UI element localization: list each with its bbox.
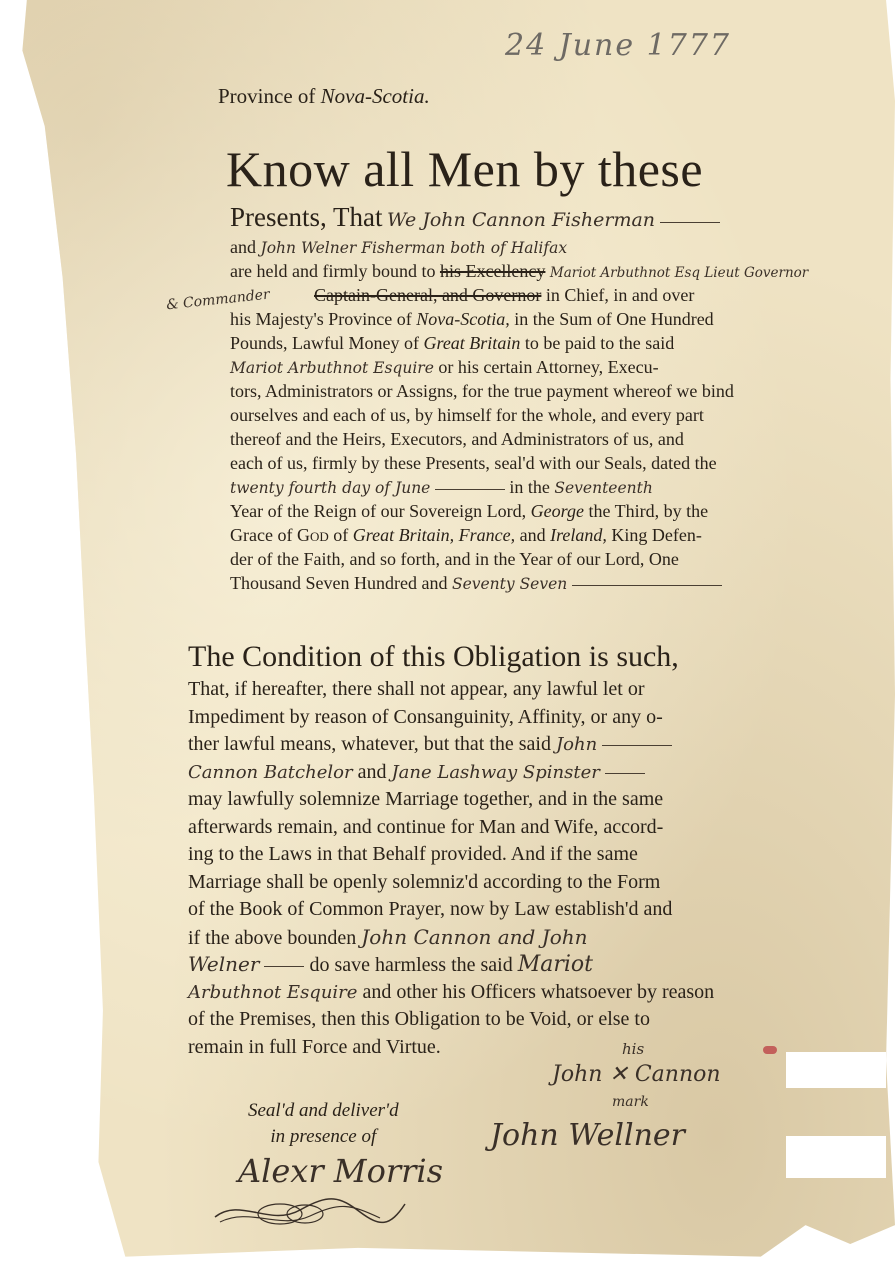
condition-line: Impediment by reason of Consanguinity, Affinity, or any o- bbox=[188, 705, 663, 728]
wax-seal-remnant bbox=[763, 1046, 777, 1054]
bond-line: and John Welner Fisherman both of Halifax bbox=[230, 237, 568, 257]
signature-cannon: John ✕ Cannon bbox=[552, 1062, 721, 1087]
bond-line: are held and firmly bound to his Excellency Mariot Arbuthnot Esq Lieut Governor bbox=[230, 261, 809, 281]
condition-line: Welner do save harmless the said Mariot bbox=[188, 952, 593, 977]
condition-heading: The Condition of this Obligation is such, bbox=[188, 640, 679, 673]
signature-his: his bbox=[622, 1040, 645, 1058]
province-name: Nova-Scotia. bbox=[320, 84, 430, 108]
condition-line: of the Book of Common Prayer, now by Law establish'd and bbox=[188, 898, 673, 920]
witness-line-2: in presence of bbox=[270, 1126, 377, 1147]
signature-morris: Alexr Morris bbox=[238, 1152, 444, 1190]
condition-line: if the above bounden John Cannon and John bbox=[188, 924, 588, 949]
condition-line: ther lawful means, whatever, but that the said John bbox=[188, 731, 810, 759]
bond-line: Pounds, Lawful Money of Great Britain to be paid to the said bbox=[230, 333, 675, 353]
signature-mark: mark bbox=[612, 1094, 649, 1110]
signature-welner: John Wellner bbox=[490, 1118, 686, 1153]
condition-line: Cannon Batchelor and Jane Lashway Spinster bbox=[188, 759, 810, 787]
bond-line: Presents, That We John Cannon Fisherman bbox=[230, 205, 810, 235]
condition-text bbox=[188, 676, 810, 1061]
seal-tab bbox=[786, 1136, 886, 1178]
bond-line: Year of the Reign of our Sovereign Lord, George the Third, by the bbox=[230, 501, 709, 521]
bond-line: ourselves and each of us, by himself for the whole, and every part bbox=[230, 405, 704, 425]
bond-line: his Majesty's Province of Nova-Scotia, in the Sum of One Hundred bbox=[230, 309, 714, 329]
bond-line: Thousand Seven Hundred and Seventy Seven bbox=[230, 571, 810, 595]
bond-line: Grace of God of Great Britain, France, and Ireland, King Defen- bbox=[230, 525, 702, 545]
seal-tab bbox=[786, 1052, 886, 1088]
province-line bbox=[218, 84, 430, 109]
bond-line: Mariot Arbuthnot Esquire or his certain Attorney, Execu- bbox=[230, 357, 659, 377]
witness-caption bbox=[248, 1098, 399, 1150]
headline: Know all Men by these bbox=[226, 141, 704, 197]
bond-text bbox=[230, 202, 810, 595]
condition-line: Marriage shall be openly solemniz'd according to the Form bbox=[188, 870, 661, 893]
condition-line: may lawfully solemnize Marriage together, and in the same bbox=[188, 788, 664, 810]
date-note: 24 June 1777 bbox=[505, 28, 732, 63]
condition-line: of the Premises, then this Obligation to be Void, or else to bbox=[188, 1008, 650, 1030]
province-prefix: Province of bbox=[218, 84, 321, 108]
condition-line: ing to the Laws in that Behalf provided. And if the same bbox=[188, 843, 638, 865]
condition-line: afterwards remain, and continue for Man and Wife, accord- bbox=[188, 815, 664, 838]
condition-line: remain in full Force and Virtue. bbox=[188, 1035, 441, 1058]
condition-line: That, if hereafter, there shall not appear, any lawful let or bbox=[188, 678, 645, 700]
condition-line: Arbuthnot Esquire and other his Officers whatsoever by reason bbox=[188, 980, 715, 1003]
witness-line-1: Seal'd and deliver'd bbox=[248, 1100, 399, 1121]
bond-line: Captain-General, and Governor in Chief, in and over bbox=[314, 285, 695, 305]
bond-line: tors, Administrators or Assigns, for the true payment whereof we bind bbox=[230, 381, 734, 401]
bond-line: der of the Faith, and so forth, and in the Year of our Lord, One bbox=[230, 549, 679, 569]
margin-annotation: & Commander bbox=[165, 286, 271, 314]
signature-flourish bbox=[210, 1192, 410, 1232]
bond-line: twenty fourth day of June in the Seventeenth bbox=[230, 477, 653, 497]
bond-line: thereof and the Heirs, Executors, and Administrators of us, and bbox=[230, 429, 684, 449]
bond-line: each of us, firmly by these Presents, seal'd with our Seals, dated the bbox=[230, 453, 717, 473]
